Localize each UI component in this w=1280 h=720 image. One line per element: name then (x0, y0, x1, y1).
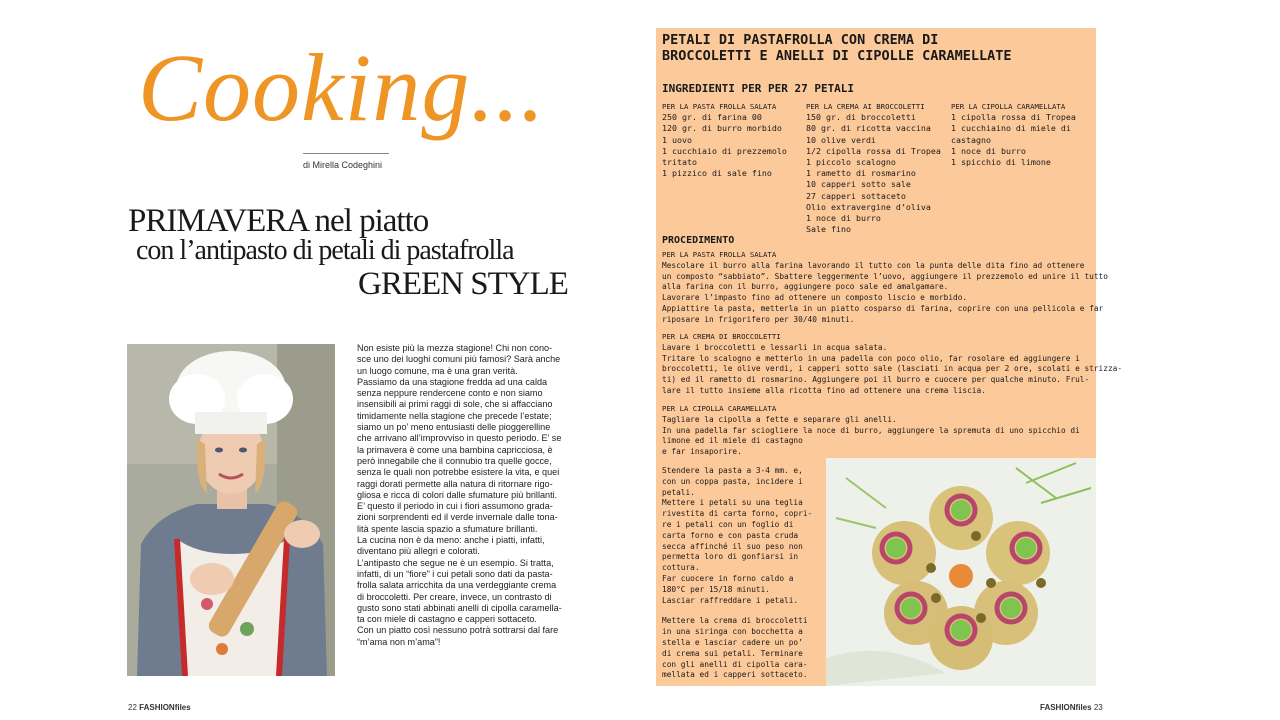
procedure-line: ti) ed il rametto di rosmarino. Aggiungere poi il burro e cuocere per qualche minuto. Frul- (662, 375, 1090, 385)
procedure-line: Appiattire la pasta, metterla in un piatto cosparso di farina, coprire con una pellicola e far (662, 303, 1104, 313)
procedure-line: un composto “sabbiato”. Sbattere leggermente l’uovo, aggiungere il prezzemolo ed unire il tutto (662, 271, 1108, 281)
procedure-section-heading: PER LA CIPOLLA CARAMELLATA (662, 404, 777, 413)
ingredient-item: 1 noce di burro (806, 213, 881, 224)
recipe-title-line: BROCCOLETTI E ANELLI DI CIPOLLE CARAMELLATE (662, 48, 1012, 64)
body-line: raggi dorati permette alla natura di ritornare rigo- (357, 478, 553, 489)
body-line: infatti, di un “fiore” i cui petali sono dati da pasta- (357, 568, 553, 579)
ingredient-item: Sale fino (806, 224, 851, 235)
body-line: insensibili ai primi raggi di sole, che si affacciano (357, 399, 553, 410)
final-step-line: cottura. (662, 563, 700, 573)
brand-name: FASHIONfiles (1040, 703, 1092, 712)
final-steps (662, 466, 812, 681)
procedure-line: limone ed il miele di castagno (662, 436, 803, 446)
procedure-line: Tagliare la cipolla a fette e separare gli anelli. (662, 414, 897, 424)
dish-photo (826, 458, 1096, 686)
body-line: “m’ama non m’ama”! (357, 636, 441, 647)
body-line: L’antipasto che segue ne è un esempio. Si tratta, (357, 557, 554, 568)
ingredient-item: Olio extravergine d’oliva (806, 201, 931, 212)
ingredients-title: INGREDIENTI PER PER 27 PETALI (662, 82, 855, 95)
final-step-line: con gli anelli di cipolla cara- (662, 659, 808, 669)
final-step-line: Stendere la pasta a 3-4 mm. e, (662, 466, 803, 475)
body-line: gusto sono stati abbinati anelli di cipolla caramella- (357, 602, 562, 613)
body-line: senza le quali non potrebbe esistere la vita, e quei (357, 467, 560, 478)
final-step-line: Mettere i petali su una teglia (662, 498, 803, 508)
ingredient-item: 10 olive verdi (806, 134, 876, 145)
headline (128, 203, 568, 302)
ingredient-item: castagno (951, 134, 991, 145)
procedure-line: alla farina con il burro, aggiungere poco sale ed amalgamare. (662, 282, 949, 292)
headline-line-1: PRIMAVERA nel piatto (128, 203, 429, 239)
final-step-line: rivestita di carta forno, copri- (662, 509, 813, 519)
final-step-line: 180°C per 15/18 minuti. (662, 584, 770, 594)
procedure-section-heading: PER LA PASTA FROLLA SALATA (662, 250, 777, 259)
final-step-line: con un coppa pasta, incidere i (662, 476, 803, 486)
body-line: sce uno dei luoghi comuni più famosi? Sarà anche (357, 354, 561, 365)
body-line: Passiamo da una stagione fredda ad una calda (357, 376, 548, 387)
body-line: la primavera è come una bambina capricciosa, è (357, 444, 553, 455)
article-body (357, 343, 567, 648)
ingredient-item: 1 pizzico di sale fino (662, 168, 772, 179)
final-step-line: mellata ed i capperi sottaceto. (662, 670, 808, 680)
ingredient-item: 1 cucchiaio di prezzemolo (662, 145, 787, 156)
body-line: La cucina non è da meno: anche i piatti, infatti, (357, 535, 545, 546)
ingredient-item: 1 uovo (662, 134, 692, 145)
ingredient-item: 10 capperi sotto sale (806, 179, 911, 190)
procedure-line: riposare in frigorifero per 30/40 minuti. (662, 314, 855, 324)
ingredient-item: 1/2 cipolla rossa di Tropea (806, 145, 941, 156)
procedure-line: lare il tutto insieme alla ricotta fino ad ottenere una crema liscia. (662, 385, 986, 395)
final-step-line: Lasciar raffreddare i petali. (662, 595, 799, 605)
byline-rule (303, 153, 389, 154)
procedure-line: Tritare lo scalogno e metterlo in una padella con poco olio, far rosolare ed aggiungere i (662, 353, 1080, 363)
folio-left (128, 703, 191, 712)
ingredient-column-crema (806, 101, 941, 235)
ingredient-column-cipolla (951, 101, 1076, 168)
recipe-title-line: PETALI DI PASTAFROLLA CON CREMA DI (662, 32, 939, 48)
procedure-section-crema (662, 332, 1123, 397)
final-step-line: carta forno e con pasta cruda (662, 530, 799, 540)
ingredient-column-heading: PER LA CIPOLLA CARAMELLATA (951, 102, 1066, 111)
procedure-line: e far insaporire. (662, 447, 742, 457)
page-number: 22 (128, 703, 137, 712)
final-step-line: secca affinché il suo peso non (662, 541, 803, 551)
body-line: di broccoletti. Per creare, invece, un contrasto di (357, 591, 552, 602)
ingredient-item: 1 rametto di rosmarino (806, 168, 916, 179)
section-title: Cooking... (138, 34, 546, 141)
ingredient-item: 1 spicchio di limone (951, 157, 1051, 168)
body-line: lità spente lascia spazio a sfumature brillanti. (357, 523, 538, 534)
final-step-line: Mettere la crema di broccoletti (662, 616, 808, 626)
ingredient-item: 150 gr. di broccoletti (806, 112, 916, 123)
ingredient-item: tritato (662, 157, 697, 168)
procedure-section-heading: PER LA CREMA DI BROCCOLETTI (662, 332, 781, 341)
ingredient-column-pastafrolla (662, 101, 787, 179)
final-step-line: stella e lasciar cadere un po’ (662, 637, 803, 647)
body-line: E’ questo il periodo in cui i fiori assumono grada- (357, 501, 553, 512)
ingredient-item: 120 gr. di burro morbido (662, 123, 782, 134)
body-line: frolla salata arricchita da una verdeggiante crema (357, 580, 557, 591)
procedure-title: PROCEDIMENTO (662, 235, 735, 246)
folio-right (1040, 703, 1103, 712)
procedure-section-cipolla (662, 404, 1092, 458)
body-line: ta con miele di castagno e capperi sottaceto. (357, 614, 537, 625)
procedure-line: In una padella far sciogliere la noce di burro, aggiungere la spremuta di uno spicchio di (662, 425, 1080, 435)
body-line: siamo un po’ meno entusiasti delle pioggerelline (357, 422, 551, 433)
ingredient-item: 1 piccolo scalogno (806, 157, 896, 168)
ingredient-item: 1 noce di burro (951, 145, 1026, 156)
body-line: Non esiste più la mezza stagione! Chi non cono- (357, 343, 553, 353)
brand-name: FASHIONfiles (139, 703, 191, 712)
body-line: un luogo comune, ma è una gran verità. (357, 365, 518, 376)
ingredient-item: 250 gr. di farina 00 (662, 112, 762, 123)
body-line: zioni sorprendenti ed il verde invernale dalle tona- (357, 512, 558, 523)
ingredient-item: 27 capperi sottaceto (806, 190, 906, 201)
final-step-line: Far cuocere in forno caldo a (662, 573, 794, 583)
final-step-line: re i petali con un foglio di (662, 519, 794, 529)
body-line: però innegabile che il connubio tra quelle gocce, (357, 455, 552, 466)
body-line: che arrivano all’improvviso in questo periodo. E’ se (357, 433, 562, 444)
ingredient-item: 80 gr. di ricotta vaccina (806, 123, 931, 134)
final-step-line: in una siringa con bocchetta a (662, 627, 803, 637)
final-step-line: petali. (662, 487, 695, 497)
procedure-line: Mescolare il burro alla farina lavorando il tutto con la punta delle dita fino ad ottenere (662, 260, 1085, 270)
page-number: 23 (1093, 703, 1103, 712)
ingredient-column-heading: PER LA PASTA FROLLA SALATA (662, 102, 777, 111)
body-line: senza neppure rendercene conto e non siamo (357, 388, 543, 399)
ingredient-item: 1 cipolla rossa di Tropea (951, 112, 1076, 123)
procedure-line: broccoletti, le olive verdi, i capperi sotto sale (lasciati in acqua per 2 ore, scolati e strizza- (662, 364, 1123, 374)
chef-photo (127, 344, 335, 676)
headline-line-2: con l’antipasto di petali di pastafrolla (136, 235, 514, 266)
body-line: Con un piatto così nessuno potrà sottrarsi dal fare (357, 625, 559, 636)
procedure-line: Lavorare l’impasto fino ad ottenere un composto liscio e morbido. (662, 293, 968, 303)
procedure-line: Lavare i broccoletti e lessarli in acqua salata. (662, 342, 888, 352)
headline-line-3: GREEN STYLE (358, 266, 568, 302)
body-line: diventano più allegri e colorati. (357, 546, 480, 557)
body-line: timidamente nella stagione che precede l’estate; (357, 410, 552, 421)
recipe-title (662, 32, 1092, 64)
ingredient-column-heading: PER LA CREMA AI BROCCOLETTI (806, 102, 925, 111)
procedure-section-pastafrolla (662, 250, 1108, 326)
final-step-line: permetta loro di gonfiarsi in (662, 552, 799, 562)
body-line: gliosa e ricca di colori dalle sfumature più brillanti. (357, 489, 558, 500)
byline: di Mirella Codeghini (303, 160, 383, 170)
ingredient-item: 1 cucchiaino di miele di (951, 123, 1071, 134)
final-step-line: di crema sui petali. Terminare (662, 648, 803, 658)
